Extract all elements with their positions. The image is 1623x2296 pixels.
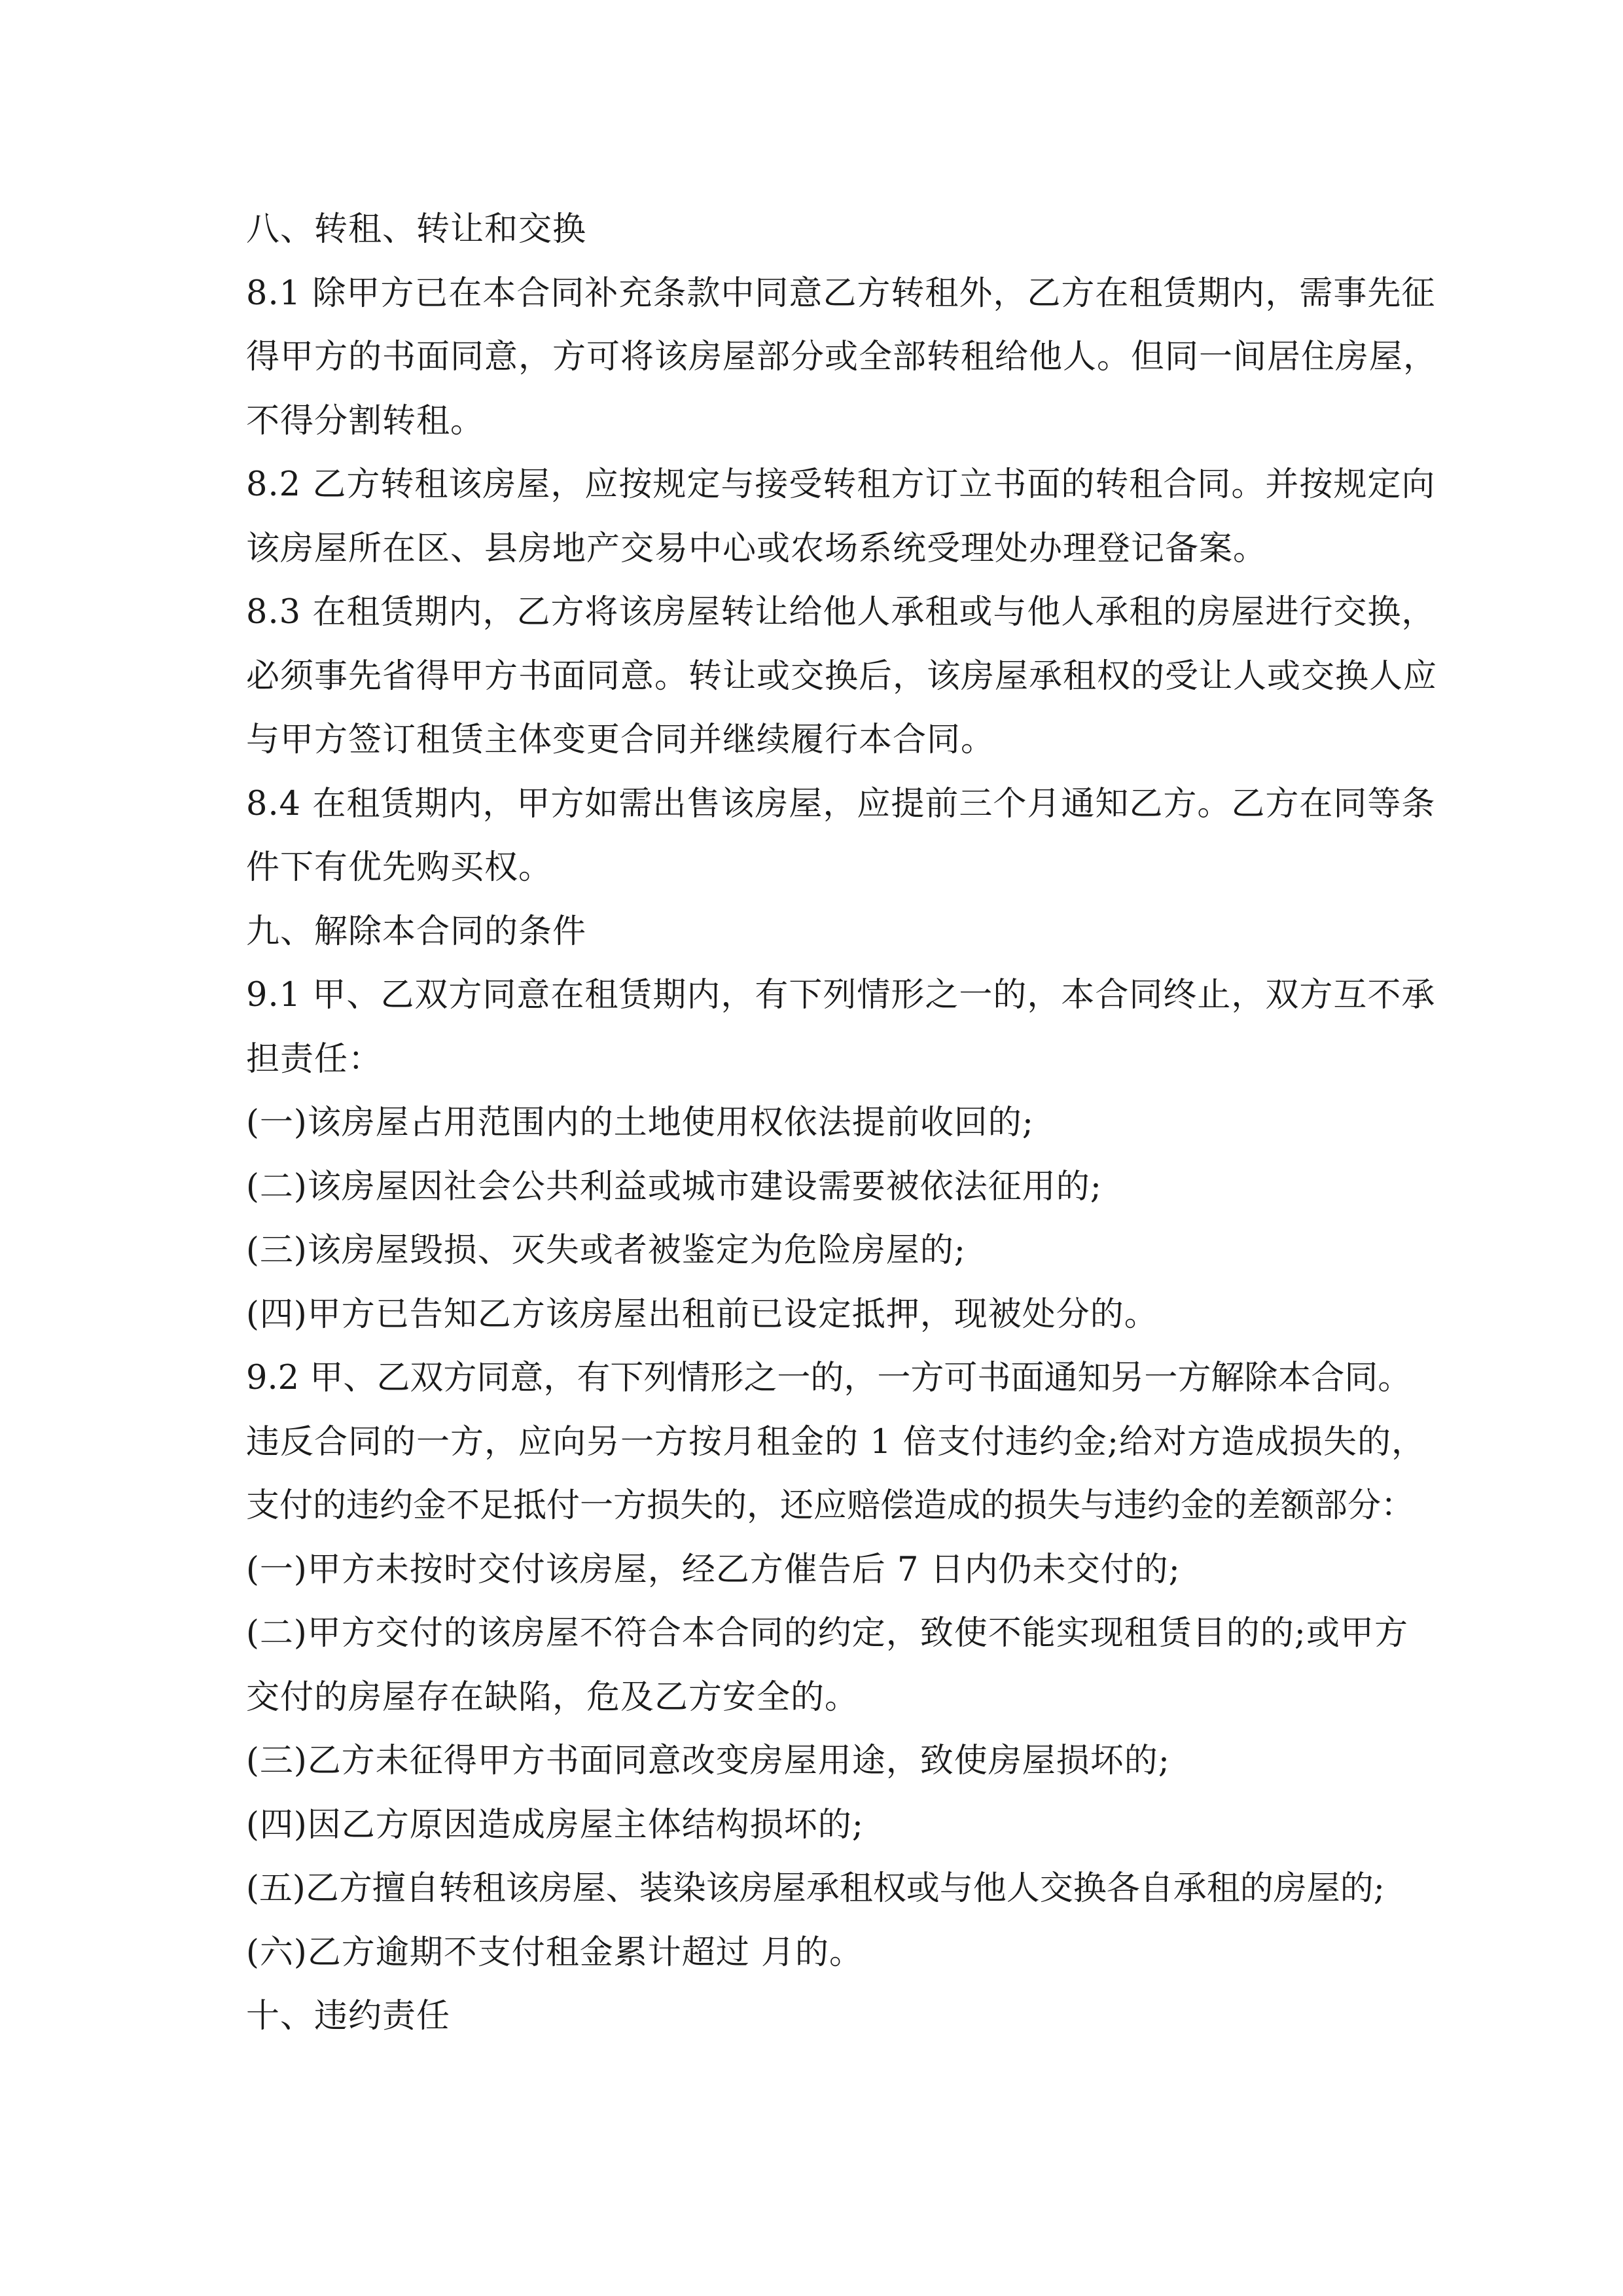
section-heading-sublease: 八、转租、转让和交换 [246,210,587,249]
clause-9-2-item-6: (六)乙方逾期不支付租金累计超过 月的。 [246,1933,864,1972]
contract-text-body [246,198,1438,2049]
clause-9-2-line-3: 支付的违约金不足抵付一方损失的，还应赔偿造成的损失与违约金的差额部分： [246,1486,1415,1525]
clause-8-1-line-3: 不得分割转租。 [246,401,485,440]
clause-9-2-item-4: (四)因乙方原因造成房屋主体结构损坏的; [246,1805,864,1844]
clause-9-1-line-1: 9.1 甲、乙双方同意在租赁期内，有下列情形之一的，本合同终止，双方互不承 [246,976,1436,1014]
section-heading-termination: 九、解除本合同的条件 [246,912,587,951]
clause-8-4-line-2: 件下有优先购买权。 [246,848,553,887]
clause-9-2-item-5: (五)乙方擅自转租该房屋、装染该房屋承租权或与他人交换各自承租的房屋的; [246,1869,1385,1908]
clause-9-2-line-1: 9.2 甲、乙双方同意，有下列情形之一的，一方可书面通知另一方解除本合同。 [246,1359,1412,1397]
clause-9-2-item-2-line-2: 交付的房屋存在缺陷，危及乙方安全的。 [246,1677,859,1717]
clause-9-1-item-1: (一)该房屋占用范围内的土地使用权依法提前收回的; [246,1103,1034,1142]
clause-8-1-line-1: 8.1 除甲方已在本合同补充条款中同意乙方转租外，乙方在租赁期内，需事先征 [246,274,1436,313]
clause-9-1-item-2: (二)该房屋因社会公共利益或城市建设需要被依法征用的; [246,1167,1102,1206]
clause-9-1-item-3: (三)该房屋毁损、灭失或者被鉴定为危险房屋的; [246,1231,966,1270]
clause-9-2-item-1: (一)甲方未按时交付该房屋，经乙方催告后 7 日内仍未交付的; [246,1550,1181,1589]
clause-9-1-item-4: (四)甲方已告知乙方该房屋出租前已设定抵押，现被处分的。 [246,1295,1158,1334]
clause-8-3-line-3: 与甲方签订租赁主体变更合同并继续履行本合同。 [246,721,995,759]
clause-8-2-line-2: 该房屋所在区、县房地产交易中心或农场系统受理处办理登记备案。 [246,529,1268,568]
clause-9-2-line-2: 违反合同的一方，应向另一方按月租金的 1 倍支付违约金;给对方造成损失的， [246,1422,1426,1462]
clause-8-3-line-2: 必须事先省得甲方书面同意。转让或交换后，该房屋承租权的受让人或交换人应 [246,656,1438,696]
section-heading-liability: 十、违约责任 [246,1997,451,2036]
clause-9-1-line-2: 担责任： [246,1039,383,1079]
clause-8-3-line-1: 8.3 在租赁期内，乙方将该房屋转让给他人承租或与他人承租的房屋进行交换， [246,593,1436,632]
clause-9-2-item-3: (三)乙方未征得甲方书面同意改变房屋用途，致使房屋损坏的; [246,1742,1170,1780]
clause-8-4-line-1: 8.4 在租赁期内，甲方如需出售该房屋，应提前三个月通知乙方。乙方在同等条 [246,784,1436,823]
clause-8-2-line-1: 8.2 乙方转租该房屋，应按规定与接受转租方订立书面的转租合同。并按规定向 [246,465,1436,504]
clause-8-1-line-2: 得甲方的书面同意，方可将该房屋部分或全部转租给他人。但同一间居住房屋， [246,338,1438,376]
clause-9-2-item-2-line-1: (二)甲方交付的该房屋不符合本合同的约定，致使不能实现租赁目的的;或甲方 [246,1614,1408,1653]
